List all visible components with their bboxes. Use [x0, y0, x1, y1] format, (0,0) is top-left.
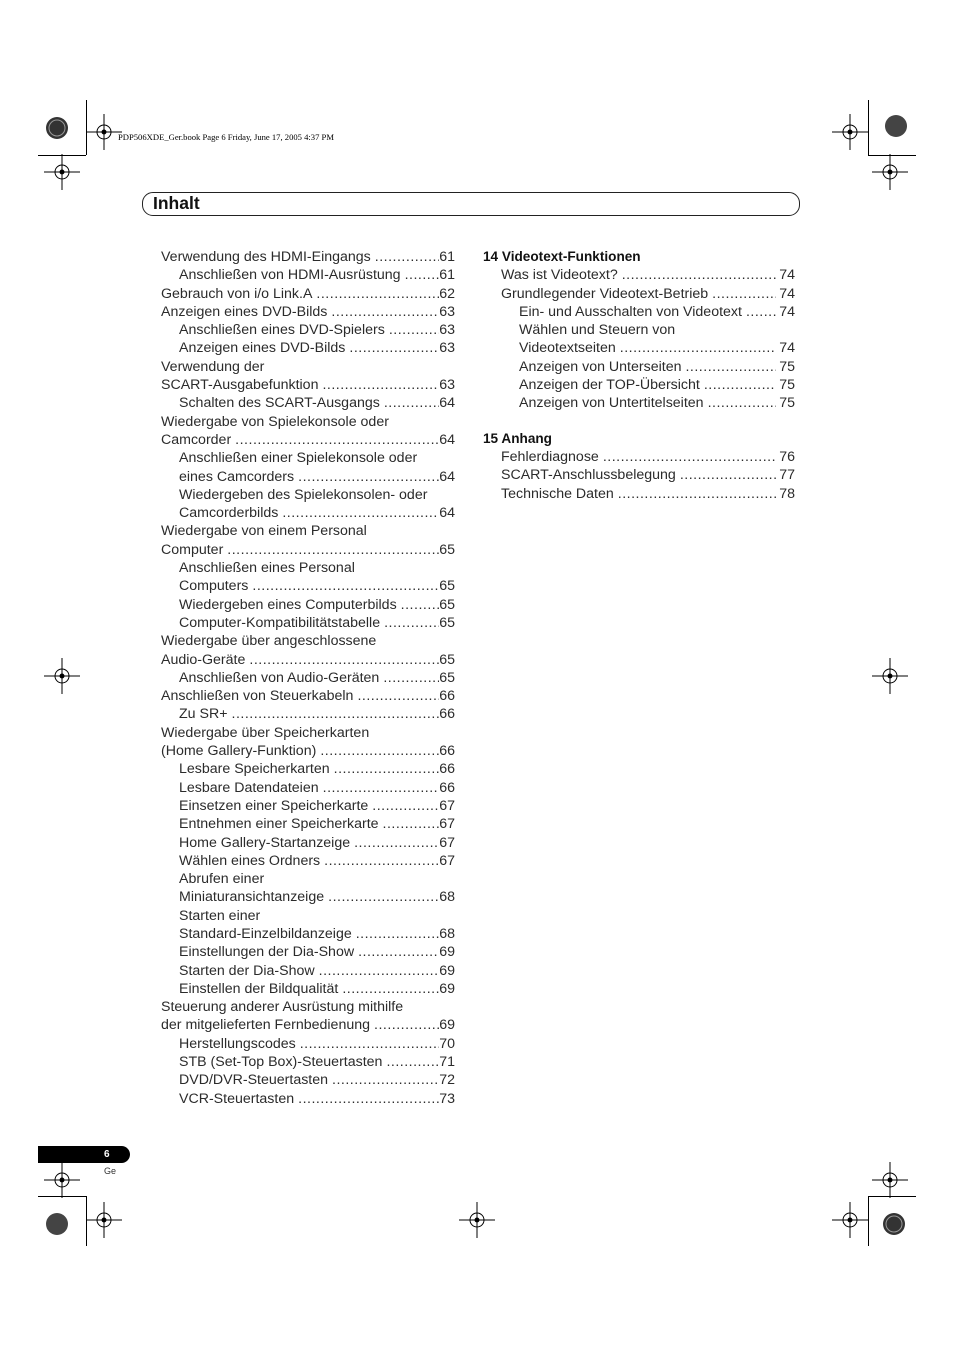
- toc-entry-title: Wiedergabe über angeschlossene: [161, 633, 377, 650]
- toc-entry[interactable]: [161, 815, 455, 833]
- toc-leader-dots: [380, 394, 439, 412]
- toc-entry[interactable]: [161, 1071, 455, 1089]
- toc-entry-title: Miniaturansichtanzeige: [179, 889, 325, 906]
- toc-leader-dots: [228, 705, 440, 723]
- page-number: 6: [104, 1149, 110, 1160]
- toc-right-column: [483, 248, 795, 503]
- toc-entry-title: Standard-Einzelbildanzeige: [179, 925, 352, 942]
- toc-page-number: 61: [439, 267, 455, 284]
- crosshair-icon: [459, 1202, 495, 1238]
- toc-leader-dots: [338, 980, 439, 998]
- toc-entry[interactable]: [161, 834, 455, 852]
- toc-entry-title: Einsetzen einer Speicherkarte: [179, 797, 369, 814]
- toc-leader-dots: [599, 448, 776, 466]
- toc-entry-title: Anzeigen von Untertitelseiten: [519, 395, 704, 412]
- toc-section-heading[interactable]: 15 Anhang: [483, 430, 552, 446]
- toc-entry[interactable]: [161, 980, 455, 998]
- toc-entry[interactable]: [161, 925, 455, 943]
- toc-page-number: 66: [439, 743, 455, 760]
- toc-page-number: 69: [439, 944, 455, 961]
- toc-entry-title: Einstellungen der Dia-Show: [179, 944, 355, 961]
- toc-leader-dots: [328, 1071, 439, 1089]
- toc-page-number: 63: [439, 303, 455, 320]
- toc-entry[interactable]: [161, 541, 455, 559]
- toc-leader-dots: [353, 687, 439, 705]
- toc-entry-title: SCART-Anschlussbelegung: [501, 467, 676, 484]
- toc-entry[interactable]: [161, 1090, 455, 1108]
- toc-page-number: 70: [439, 1035, 455, 1052]
- toc-page-number: 63: [439, 377, 455, 394]
- toc-entry[interactable]: [161, 724, 455, 742]
- toc-entry[interactable]: [161, 760, 455, 778]
- toc-entry[interactable]: [161, 907, 455, 925]
- toc-leader-dots: [319, 779, 440, 797]
- toc-page-number: 72: [439, 1072, 455, 1089]
- toc-leader-dots: [371, 248, 439, 266]
- toc-entry[interactable]: [161, 285, 455, 303]
- toc-left-column: [161, 248, 455, 1108]
- registration-mark-top-right: [876, 104, 916, 154]
- toc-entry-title: Computer: [161, 541, 224, 558]
- toc-page-number: 62: [439, 285, 455, 302]
- crosshair-icon: [872, 154, 908, 190]
- crosshair-icon: [872, 1162, 908, 1198]
- toc-page-number: 66: [439, 706, 455, 723]
- toc-section-heading[interactable]: 14 Videotext-Funktionen: [483, 249, 641, 264]
- toc-leader-dots: [352, 925, 439, 943]
- toc-entry-title: eines Camcorders: [179, 468, 295, 485]
- toc-leader-dots: [704, 394, 777, 412]
- section-spacer: [483, 413, 795, 430]
- toc-entry[interactable]: [483, 376, 795, 394]
- toc-entry-title: Wiedergabe von einem Personal: [161, 523, 367, 540]
- toc-entry[interactable]: [161, 779, 455, 797]
- toc-entry[interactable]: [161, 1053, 455, 1071]
- toc-leader-dots: [294, 468, 439, 486]
- toc-entry-title: Technische Daten: [501, 485, 614, 502]
- toc-entry[interactable]: [161, 358, 455, 376]
- toc-entry[interactable]: [483, 448, 795, 466]
- toc-entry[interactable]: [161, 339, 455, 357]
- toc-entry-title: Anschließen einer Spielekonsole oder: [179, 450, 418, 467]
- toc-entry[interactable]: [161, 962, 455, 980]
- toc-entry-title: DVD/DVR-Steuertasten: [179, 1072, 329, 1089]
- trim-line: [868, 100, 869, 155]
- toc-entry[interactable]: [161, 614, 455, 632]
- toc-entry[interactable]: [161, 449, 455, 467]
- toc-entry[interactable]: [161, 559, 455, 577]
- header-bar: [142, 192, 800, 216]
- toc-page-number: 76: [779, 448, 795, 465]
- toc-entry-title: STB (Set-Top Box)-Steuertasten: [179, 1054, 383, 1071]
- toc-entry-title: Anzeigen der TOP-Übersicht: [519, 377, 700, 394]
- toc-entry-title: Videotextseiten: [519, 340, 616, 357]
- toc-leader-dots: [248, 577, 439, 595]
- toc-page-number: 74: [779, 285, 795, 302]
- toc-page-number: 75: [779, 377, 795, 394]
- page-language: Ge: [104, 1166, 117, 1176]
- toc-leader-dots: [618, 266, 777, 284]
- toc-page-number: 73: [439, 1090, 455, 1107]
- trim-line: [868, 1196, 916, 1197]
- toc-entry-title: Fehlerdiagnose: [501, 448, 599, 465]
- toc-entry[interactable]: [161, 486, 455, 504]
- toc-entry-title: Anzeigen eines DVD-Bilds: [161, 303, 328, 320]
- toc-leader-dots: [742, 303, 776, 321]
- toc-entry[interactable]: [483, 339, 795, 357]
- toc-leader-dots: [380, 614, 439, 632]
- toc-entry-title: Wiedergabe über Speicherkarten: [161, 724, 370, 741]
- toc-leader-dots: [296, 1035, 440, 1053]
- toc-page-number: 64: [439, 468, 455, 485]
- toc-leader-dots: [294, 1090, 439, 1108]
- toc-entry-title: Lesbare Speicherkarten: [179, 761, 330, 778]
- toc-page-number: 68: [439, 889, 455, 906]
- trim-line: [38, 155, 86, 156]
- toc-leader-dots: [708, 285, 776, 303]
- toc-page-number: 65: [439, 541, 455, 558]
- toc-entry-title: Ein- und Ausschalten von Videotext: [519, 303, 742, 320]
- toc-leader-dots: [312, 285, 439, 303]
- toc-leader-dots: [278, 504, 439, 522]
- toc-leader-dots: [350, 834, 439, 852]
- toc-entry[interactable]: [161, 852, 455, 870]
- toc-entry-title: Wiedergeben des Spielekonsolen- oder: [179, 486, 428, 503]
- trim-line: [868, 1196, 869, 1246]
- toc-entry[interactable]: [161, 248, 455, 266]
- toc-leader-dots: [397, 596, 440, 614]
- toc-entry-title: Camcorder: [161, 431, 232, 448]
- toc-entry[interactable]: [161, 522, 455, 540]
- crosshair-icon: [44, 658, 80, 694]
- toc-entry-title: Was ist Videotext?: [501, 267, 618, 284]
- toc-page-number: 75: [779, 395, 795, 412]
- toc-entry[interactable]: [161, 413, 455, 431]
- toc-entry-title: Wählen und Steuern von: [519, 322, 676, 339]
- toc-entry[interactable]: [161, 870, 455, 888]
- registration-mark-top-left: [40, 104, 80, 154]
- toc-page-number: 74: [779, 340, 795, 357]
- toc-entry-title: der mitgelieferten Fernbedienung: [161, 1017, 371, 1034]
- toc-entry[interactable]: [161, 632, 455, 650]
- toc-leader-dots: [401, 266, 440, 284]
- trim-line: [86, 1196, 87, 1246]
- toc-leader-dots: [616, 339, 776, 357]
- toc-entry[interactable]: [161, 266, 455, 284]
- toc-entry[interactable]: [483, 303, 795, 321]
- toc-entry-title: Wiedergeben eines Computerbilds: [179, 596, 397, 613]
- toc-leader-dots: [324, 888, 439, 906]
- toc-entry-title: Grundlegender Videotext-Betrieb: [501, 285, 709, 302]
- toc-entry-title: Wählen eines Ordners: [179, 852, 321, 869]
- toc-leader-dots: [379, 815, 440, 833]
- toc-entry-title: VCR-Steuertasten: [179, 1090, 295, 1107]
- toc-page-number: 65: [439, 669, 455, 686]
- toc-page-number: 66: [439, 779, 455, 796]
- toc-page-number: 75: [779, 358, 795, 375]
- toc-entry[interactable]: [483, 285, 795, 303]
- toc-entry-title: Starten der Dia-Show: [179, 962, 315, 979]
- toc-entry[interactable]: [161, 998, 455, 1016]
- toc-entry-title: Anzeigen eines DVD-Bilds: [179, 340, 346, 357]
- toc-leader-dots: [676, 466, 776, 484]
- toc-page-number: 64: [439, 505, 455, 522]
- toc-entry[interactable]: [161, 468, 455, 486]
- toc-leader-dots: [368, 797, 439, 815]
- toc-leader-dots: [316, 742, 439, 760]
- toc-entry-title: Computer-Kompatibilitätstabelle: [179, 614, 381, 631]
- toc-leader-dots: [345, 339, 439, 357]
- toc-entry[interactable]: [161, 943, 455, 961]
- toc-entry[interactable]: [483, 394, 795, 412]
- toc-page-number: 65: [439, 651, 455, 668]
- toc-entry-title: Lesbare Datendateien: [179, 779, 319, 796]
- toc-entry-title: Starten einer: [179, 907, 261, 924]
- toc-page-number: 68: [439, 925, 455, 942]
- crosshair-icon: [86, 114, 122, 150]
- toc-entry[interactable]: [161, 797, 455, 815]
- toc-page-number: 63: [439, 340, 455, 357]
- toc-page-number: 69: [439, 1017, 455, 1034]
- toc-page-number: 67: [439, 797, 455, 814]
- toc-leader-dots: [354, 943, 439, 961]
- toc-entry-title: Zu SR+: [179, 706, 228, 723]
- toc-page-number: 67: [439, 852, 455, 869]
- toc-page-number: 67: [439, 816, 455, 833]
- toc-page-number: 77: [779, 467, 795, 484]
- toc-entry-title: Camcorderbilds: [179, 505, 279, 522]
- toc-entry[interactable]: [161, 1035, 455, 1053]
- toc-entry-title: Herstellungscodes: [179, 1035, 296, 1052]
- toc-entry-title: Wiedergabe von Spielekonsole oder: [161, 413, 389, 430]
- toc-page-number: 66: [439, 688, 455, 705]
- toc-entry-title: Anschließen eines Personal: [179, 560, 355, 577]
- toc-page-number: 69: [439, 962, 455, 979]
- toc-page-number: 71: [439, 1054, 455, 1071]
- toc-page-number: 61: [439, 249, 455, 265]
- toc-entry-title: Steuerung anderer Ausrüstung mithilfe: [161, 999, 404, 1016]
- toc-entry-title: Gebrauch von i/o Link.A: [161, 285, 313, 302]
- trim-line: [38, 1196, 86, 1197]
- toc-leader-dots: [223, 541, 439, 559]
- toc-entry[interactable]: [161, 888, 455, 906]
- toc-entry-title: Einstellen der Bildqualität: [179, 980, 339, 997]
- toc-entry-title: Anschließen von Audio-Geräten: [179, 669, 380, 686]
- trim-line: [868, 155, 916, 156]
- toc-entry-title: Verwendung des HDMI-Eingangs: [161, 249, 371, 265]
- toc-entry-title: Schalten des SCART-Ausgangs: [179, 395, 380, 412]
- toc-page-number: 63: [439, 322, 455, 339]
- toc-leader-dots: [681, 358, 776, 376]
- toc-page-number: 74: [779, 303, 795, 320]
- toc-leader-dots: [379, 669, 439, 687]
- toc-page-number: 78: [779, 485, 795, 502]
- toc-leader-dots: [382, 1053, 439, 1071]
- registration-mark-bottom-right: [876, 1200, 916, 1250]
- toc-leader-dots: [231, 431, 439, 449]
- crosshair-icon: [832, 1202, 868, 1238]
- toc-entry-title: Anschließen von HDMI-Ausrüstung: [179, 267, 401, 284]
- toc-entry-title: (Home Gallery-Funktion): [161, 743, 317, 760]
- toc-leader-dots: [700, 376, 776, 394]
- page-number-tab: [38, 1146, 130, 1163]
- toc-entry[interactable]: [161, 1016, 455, 1034]
- toc-leader-dots: [327, 303, 439, 321]
- toc-leader-dots: [245, 651, 439, 669]
- toc-leader-dots: [385, 321, 439, 339]
- toc-page-number: 65: [439, 596, 455, 613]
- toc-entry[interactable]: [483, 485, 795, 503]
- toc-entry-title: Verwendung der: [161, 358, 265, 375]
- toc-entry[interactable]: [483, 321, 795, 339]
- toc-entry[interactable]: [161, 651, 455, 669]
- toc-entry[interactable]: [161, 394, 455, 412]
- crosshair-icon: [832, 114, 868, 150]
- toc-leader-dots: [330, 760, 440, 778]
- toc-leader-dots: [614, 485, 776, 503]
- toc-entry[interactable]: [161, 321, 455, 339]
- toc-leader-dots: [370, 1016, 439, 1034]
- toc-entry-title: Audio-Geräte: [161, 651, 246, 668]
- toc-page-number: 69: [439, 980, 455, 997]
- crosshair-icon: [44, 1162, 80, 1198]
- toc-entry[interactable]: [483, 466, 795, 484]
- toc-entry-title: Anzeigen von Unterseiten: [519, 358, 682, 375]
- toc-entry-title: Anschließen eines DVD-Spielers: [179, 322, 385, 339]
- toc-entry[interactable]: [161, 577, 455, 595]
- crosshair-icon: [86, 1202, 122, 1238]
- toc-entry[interactable]: [483, 266, 795, 284]
- toc-leader-dots: [315, 962, 440, 980]
- toc-entry-title: Entnehmen einer Speicherkarte: [179, 816, 379, 833]
- trim-line: [86, 100, 87, 155]
- toc-page-number: 66: [439, 761, 455, 778]
- toc-entry-title: Abrufen einer: [179, 871, 265, 888]
- toc-page-number: 64: [439, 395, 455, 412]
- toc-entry[interactable]: [161, 742, 455, 760]
- toc-entry-title: SCART-Ausgabefunktion: [161, 377, 319, 394]
- toc-entry[interactable]: [161, 705, 455, 723]
- toc-entry[interactable]: [161, 669, 455, 687]
- toc-entry[interactable]: [161, 376, 455, 394]
- toc-entry[interactable]: [161, 687, 455, 705]
- toc-page-number: 64: [439, 431, 455, 448]
- toc-entry[interactable]: [483, 358, 795, 376]
- toc-page-number: 65: [439, 614, 455, 631]
- crosshair-icon: [872, 658, 908, 694]
- toc-leader-dots: [318, 376, 439, 394]
- toc-entry-title: Anschließen von Steuerkabeln: [161, 688, 354, 705]
- toc-entry[interactable]: [161, 596, 455, 614]
- toc-entry[interactable]: [161, 431, 455, 449]
- toc-page-number: 74: [779, 267, 795, 284]
- toc-page-number: 65: [439, 578, 455, 595]
- crosshair-icon: [44, 154, 80, 190]
- print-file-info: PDP506XDE_Ger.book Page 6 Friday, June 17, 2005 4:37 PM: [118, 132, 334, 142]
- toc-entry[interactable]: [161, 504, 455, 522]
- toc-leader-dots: [320, 852, 439, 870]
- page-title: Inhalt: [153, 193, 200, 213]
- toc-entry[interactable]: [161, 303, 455, 321]
- registration-mark-bottom-left: [40, 1200, 80, 1250]
- toc-entry-title: Computers: [179, 578, 249, 595]
- toc-page-number: 67: [439, 834, 455, 851]
- toc-entry-title: Home Gallery-Startanzeige: [179, 834, 351, 851]
